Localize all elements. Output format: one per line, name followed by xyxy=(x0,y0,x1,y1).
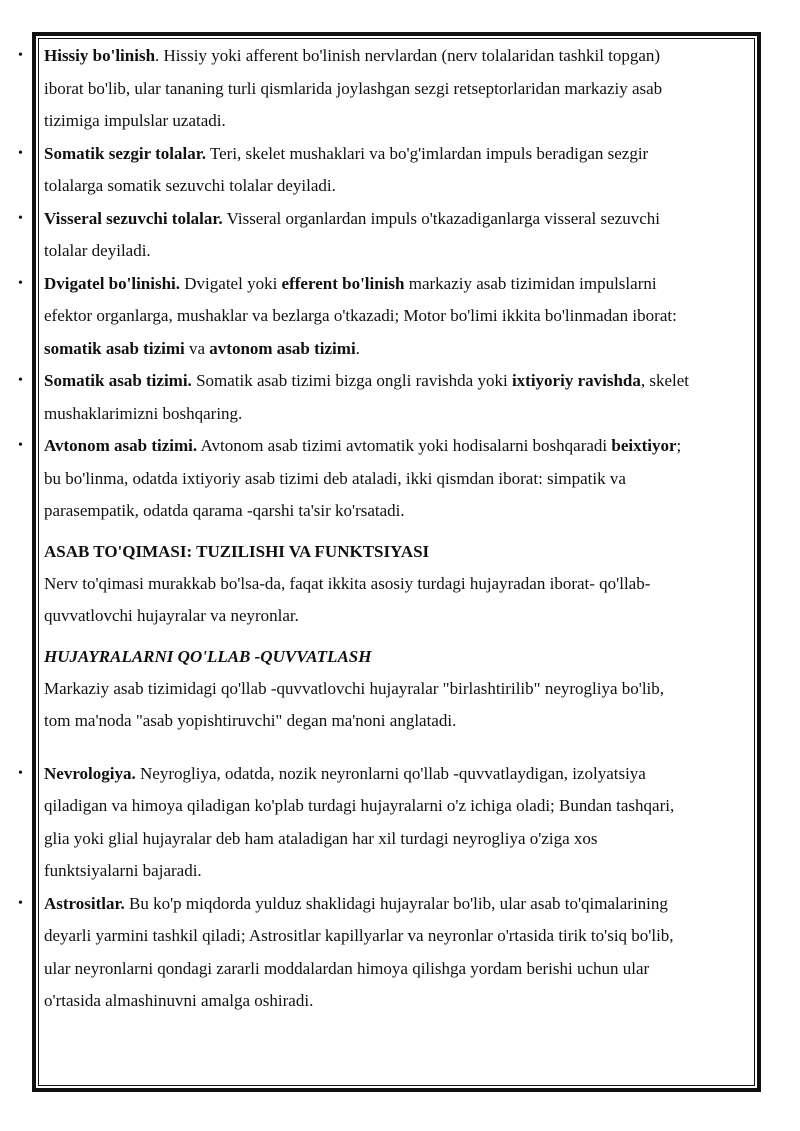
item-text: Bu ko'p miqdorda yulduz shaklidagi hujayralar bo'lib, ular asab to'qimalarining deyarli yarmini tashkil qiladi; Astrositlar kapillyarlar va neyronlar o'rtasida tirik to'siq bo'lib, ular neyronlarni qondagi zararli moddalardan himoya qilishga yordam berishi uchun ular o'rtasida almashinuvni amalga oshiradi. xyxy=(44,893,674,1010)
section-paragraph: Nerv to'qimasi murakkab bo'lsa-da, faqat ikkita asosiy turdagi hujayradan iborat- qo'llab-quvvatlovchi hujayralar va neyronlar. xyxy=(44,573,651,625)
item-text: va xyxy=(184,338,210,358)
bullet-icon: • xyxy=(18,895,23,911)
bold-term: ixtiyoriy ravishda xyxy=(511,371,641,390)
document-body xyxy=(18,40,694,1018)
bold-term: Dvigatel bo'linishi. xyxy=(44,273,181,293)
bullet-list-nervous-divisions xyxy=(18,40,694,528)
subsection-heading: HUJAYRALARNI QO'LLAB -QUVVATLASH xyxy=(44,646,372,666)
item-text: Avtonom asab tizimi avtomatik yoki hodisalarni boshqaradi xyxy=(197,436,612,455)
item-text: . xyxy=(355,338,360,358)
item-text: , skelet mushaklarimizni boshqaring. xyxy=(44,371,690,423)
bold-term: Somatik asab tizimi. xyxy=(44,371,192,390)
bold-term: somatik asab tizimi xyxy=(44,338,185,358)
bold-term: efferent bo'linish xyxy=(281,273,405,293)
list-item xyxy=(18,268,694,366)
list-item xyxy=(18,203,694,268)
spacer xyxy=(44,738,694,758)
item-text: Dvigatel yoki xyxy=(180,273,282,293)
bullet-icon: • xyxy=(18,48,23,63)
bold-term: avtonom asab tizimi xyxy=(209,338,356,358)
list-item xyxy=(18,138,694,203)
item-text: Somatik asab tizimi bizga ongli ravishda yoki xyxy=(191,371,512,390)
list-item xyxy=(18,40,694,138)
item-text: Visseral organlardan impuls o'tkazadiganlarga visseral sezuvchi tolalar deyiladi. xyxy=(44,208,660,260)
item-text: ; bu bo'linma, odatda ixtiyoriy asab tizimi deb ataladi, ikki qismdan iborat: simpatik va parasempatik, odatda qarama -qarshi ta'sir ko'rsatadi. xyxy=(44,436,682,520)
item-text: . Hissiy yoki afferent bo'linish nervlardan (nerv tolalaridan tashkil topgan) iborat bo'lib, ular tananing turli qismlarida joylashgan sezgi retseptorlaridan markaziy asab tizimiga impulslar uzatadi. xyxy=(44,46,663,130)
subsection-paragraph: Markaziy asab tizimidagi qo'llab -quvvatlovchi hujayralar "birlashtirilib" neyrogliya bo'lib, tom ma'noda "asab yopishtiruvchi" degan ma'noni anglatadi. xyxy=(44,678,665,730)
item-text: markaziy asab tizimidan impulslarni efektor organlarga, mushaklar va bezlarga o'tkazadi; Motor bo'limi ikkita bo'linmadan iborat: xyxy=(44,273,677,325)
bold-term: Nevrologiya. xyxy=(44,763,136,783)
list-item xyxy=(18,430,694,528)
bullet-list-glial-cells xyxy=(18,758,694,1018)
bold-term: Astrositlar. xyxy=(44,893,125,913)
bold-term: Visseral sezuvchi tolalar. xyxy=(44,208,223,228)
item-text: Neyrogliya, odatda, nozik neyronlarni qo'llab -quvvatlaydigan, izolyatsiya qiladigan va himoya qiladigan ko'plab turdagi hujayralarni o'z ichiga oladi; Bundan tashqari, glia yoki glial hujayralar deb ham ataladigan har xil turdagi neyrogliya o'ziga xos funktsiyalarni bajaradi. xyxy=(44,763,675,880)
bullet-icon: • xyxy=(18,210,23,226)
bullet-icon: • xyxy=(18,765,23,781)
bullet-icon: • xyxy=(18,373,23,388)
bold-term: Hissiy bo'linish xyxy=(44,46,156,65)
item-text: Teri, skelet mushaklari va bo'g'imlardan impuls beradigan sezgir tolalarga somatik sezuvchi tolalar deyiladi. xyxy=(44,143,649,195)
bullet-icon: • xyxy=(18,275,23,291)
section-heading: ASAB TO'QIMASI: TUZILISHI VA FUNKTSIYASI xyxy=(44,541,430,561)
list-item xyxy=(18,888,694,1018)
bold-term: Avtonom asab tizimi. xyxy=(44,436,198,455)
bold-term: Somatik sezgir tolalar. xyxy=(44,143,206,163)
bullet-icon: • xyxy=(18,145,23,161)
list-item xyxy=(18,365,694,430)
list-item xyxy=(18,758,694,888)
bullet-icon: • xyxy=(18,438,23,453)
bold-term: beixtiyor xyxy=(611,436,677,455)
